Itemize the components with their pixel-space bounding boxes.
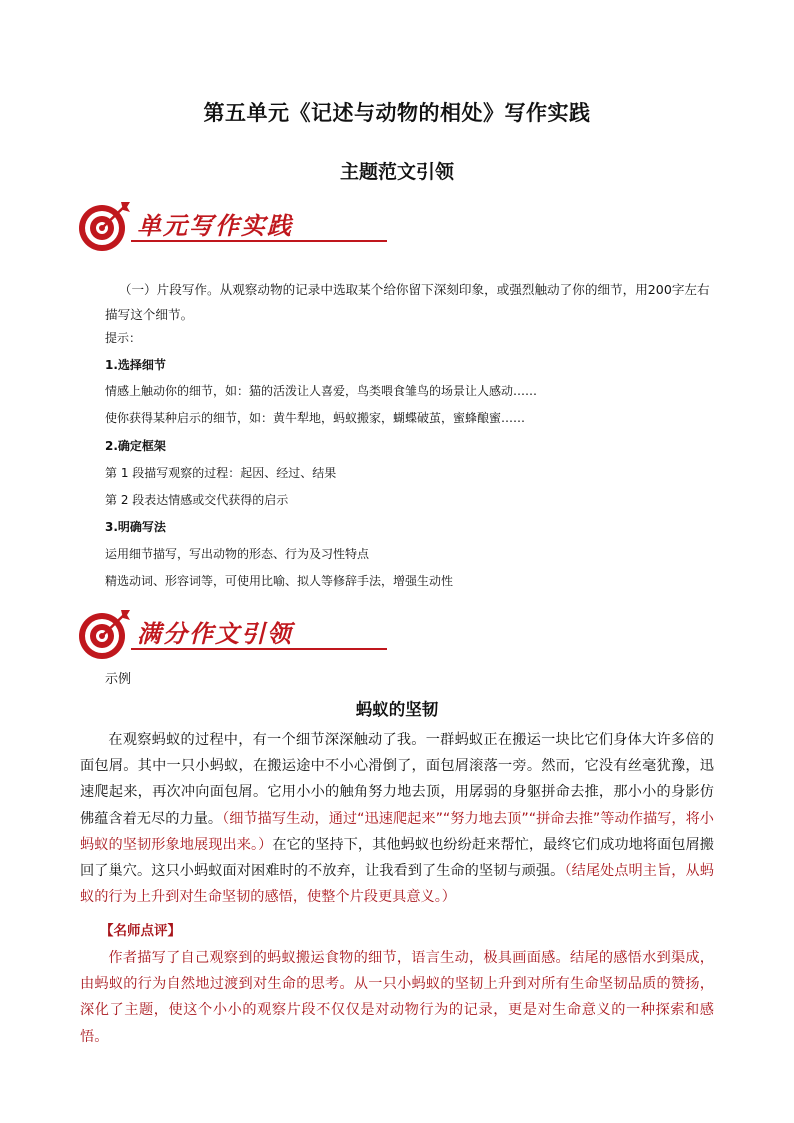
- essay-title: 蚂蚁的坚韧: [355, 700, 439, 719]
- teacher-comment-label: 【名师点评】: [100, 923, 181, 939]
- essay-annotation: （细节描写生动，通过“迅速爬起来”“努力地去顶”“拼命去推”等动作描写，将小蚂蚁的坚韧形象地展现出来。）: [80, 810, 714, 853]
- hint-section1-line2: 使你获得某种启示的细节，如：黄牛犁地，蚂蚁搬家，蝴蝶破茧，蜜蜂酿蜜……: [105, 411, 526, 425]
- essay-annotation: （结尾处点明主旨，从蚂蚁的行为上升到对生命坚韧的感悟，使整个片段更具意义。）: [80, 863, 714, 906]
- hint-section1-line1: 情感上触动你的细节，如：猫的活泼让人喜爱，鸟类喂食雏鸟的场景让人感动……: [105, 384, 538, 398]
- hint-section3-title: 3.明确写法: [105, 520, 166, 534]
- hint-section3-line1: 运用细节描写，写出动物的形态、行为及习性特点: [105, 547, 370, 561]
- banner-title: 单元写作实践: [137, 211, 293, 240]
- hint-section2-title: 2.确定框架: [105, 439, 166, 453]
- page-title: 第五单元《记述与动物的相处》写作实践: [203, 100, 591, 125]
- essay-text: 在它的坚持下，其他蚂蚁也纷纷赶来帮忙，最终它们成功地将面包屑搬回了巢穴。这只小蚂蚁面对困难时的不放弃，让我看到了生命的坚韧与顽强。: [80, 836, 714, 880]
- section-banner-practice: [75, 198, 325, 258]
- teacher-comment: 作者描写了自己观察到的蚂蚁搬运食物的细节，语言生动，极具画面感。结尾的感悟水到渠成，由蚂蚁的行为自然地过渡到对生命的思考。从一只小蚂蚁的坚韧上升到对所有生命坚韧品质的赞扬，深化了主题，使这个小小的观察片段不仅仅是对动物行为的记录，更是对生命意义的一种探索和感悟。: [80, 950, 714, 1045]
- section-banner-guide: [75, 606, 325, 666]
- hint-section2-line1: 第 1 段描写观察的过程：起因、经过、结果: [105, 466, 337, 480]
- example-label: 示例: [105, 672, 132, 687]
- target-icon: [75, 198, 135, 254]
- essay-text: 在观察蚂蚁的过程中，有一个细节深深触动了我。一群蚂蚁正在搬运一块比它们身体大许多倍的面包屑。其中一只小蚂蚁，在搬运途中不小心滑倒了，面包屑滚落一旁。然而，它没有丝毫犹豫，迅速爬起来，再次冲向面包屑。它用小小的触角努力地去顶，用孱弱的身躯拼命去推，那小小的身影仿佛蕴含着无尽的力量。: [80, 732, 714, 827]
- essay-body: [80, 727, 714, 910]
- writing-task: （一）片段写作。从观察动物的记录中选取某个给你留下深刻印象，或强烈触动了你的细节，用200字左右描写这个细节。: [105, 282, 710, 322]
- banner-title: 满分作文引领: [137, 619, 293, 648]
- target-icon: [75, 606, 135, 662]
- hint-label: 提示：: [105, 331, 142, 345]
- hint-section1-title: 1.选择细节: [105, 358, 166, 372]
- hint-section3-line2: 精选动词、形容词等，可使用比喻、拟人等修辞手法，增强生动性: [105, 574, 454, 588]
- page-subtitle: 主题范文引领: [339, 161, 454, 183]
- banner-underline: [131, 240, 387, 242]
- hint-section2-line2: 第 2 段表达情感或交代获得的启示: [105, 493, 289, 507]
- banner-underline: [131, 648, 387, 650]
